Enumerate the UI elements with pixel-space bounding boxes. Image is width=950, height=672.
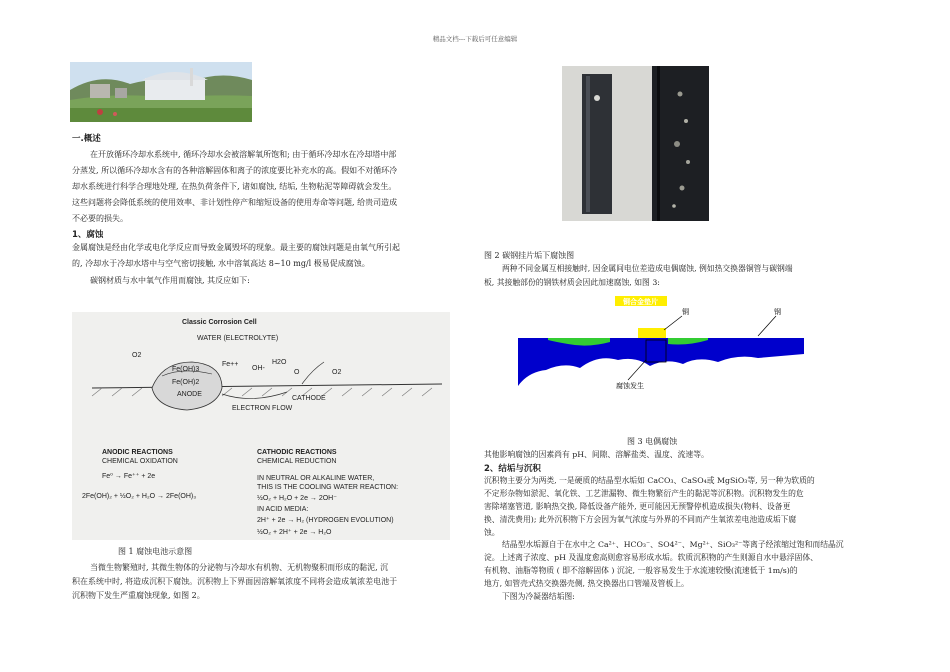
fig1-water: WATER (ELECTROLYTE)	[197, 335, 279, 342]
fig1-cathodic-l1: IN NEUTRAL OR ALKALINE WATER,	[257, 475, 375, 482]
header-note: 精品文档---下载后可任意编辑	[432, 35, 518, 43]
corrosion-line-2: 的, 冷却水于冷却水塔中与空气密切接触, 水中溶氧高达 8~10 mg/l 极易促成腐蚀。	[72, 259, 370, 268]
corrosion-reaction-intro: 碳钢材质与水中氧气作用而腐蚀, 其反应如下:	[90, 276, 250, 285]
section-scaling-title: 2、结垢与沉积	[484, 464, 541, 474]
fig1-cathodic-eq2: 2H⁺ + 2e → H₂ (HYDROGEN EVOLUTION)	[257, 517, 394, 524]
fig1-anodic-eq1: Fe⁰ → Fe⁺⁺ + 2e	[102, 473, 156, 480]
fig1-caption: 图 1 腐蚀电池示意图	[118, 547, 193, 556]
scaling2-line-2: 淀。上述离子浓度、pH 及温度愈高则愈容易形成水垢。软质沉积物的产生则源自水中悬浮固体、	[484, 553, 818, 562]
galvanic-line-2: 板, 其接触部份的钢铁材质会因此加速腐蚀, 如图 3:	[484, 278, 660, 287]
fig1-anodic-eq2: 2Fe(OH)₂ + ½O₂ + H₂O → 2Fe(OH)₃	[82, 493, 197, 500]
scaling-line-5: 蚀。	[484, 528, 500, 537]
fig1-cathodic-l2: THIS IS THE COOLING WATER REACTION:	[257, 484, 399, 491]
fig1-label-feoh2: Fe(OH)2	[172, 379, 200, 386]
fig3-label-corrosion: 腐蚀发生	[616, 382, 644, 390]
fig1-cathodic-sub: CHEMICAL REDUCTION	[257, 458, 337, 465]
condenser-intro: 下图为冷凝器结垢图:	[502, 592, 575, 601]
fig1-label-cathode: CATHODE	[292, 395, 326, 402]
fig1-label-anode: ANODE	[177, 391, 202, 398]
fig3-label-steel: 钢	[774, 308, 781, 316]
scaling-line-1: 沉积物主要分为两类, 一是硬质的结晶型水垢如 CaCO₃、CaSO₄或 MgSiO₃等, 另一种为软质的	[484, 476, 815, 485]
corrosion-cell-figure	[72, 312, 450, 540]
scaling-line-4: 换、清洗费用); 此外沉积物下方会因为氧气浓度与外界的不同而产生氧浓差电池造成垢下腐	[484, 515, 797, 524]
fig1-label-h2o: H2O	[272, 359, 287, 366]
fig1-cathodic-l3: IN ACID MEDIA:	[257, 506, 309, 513]
fig1-cathodic-title: CATHODIC REACTIONS	[257, 449, 337, 456]
fig3-caption: 图 3 电偶腐蚀	[627, 437, 678, 446]
fig2-caption: 图 2 碳钢挂片垢下腐蚀图	[484, 251, 575, 260]
galvanic-corrosion-figure	[518, 296, 804, 396]
section-corrosion-title: 1、腐蚀	[72, 230, 104, 240]
overview-line-2: 分蒸发, 所以循环冷却水含有的各种溶解固体和离子的浓度要比补充水的高。假如不对循环冷	[72, 166, 398, 175]
after-fig1-line-3: 沉积物下发生严重腐蚀现象, 如图 2。	[72, 591, 205, 600]
scaling2-line-3: 有机物、油脂等物质 ( 即不溶解固体 ) 沉淀, 一般容易发生于水流速较慢(流速低于 1m/s)的	[484, 566, 798, 575]
after-fig1-line-1: 当微生物繁殖时, 其微生物体的分泌物与冷却水有机物、无机物聚积而形成的黏泥, 沉	[90, 563, 389, 572]
scaling2-line-4: 地方, 如管壳式热交换器壳侧, 热交换器出口管端及管板上。	[484, 579, 689, 588]
scaling2-line-1: 结晶型水垢源自于在水中之 Ca²⁺、HCO₃⁻、SO4²⁻、Mg²⁺、SiO₃²⁻等离子经浓缩过饱和而结晶沉	[502, 540, 844, 549]
fig1-label-o2a: O2	[132, 352, 142, 359]
overview-line-3: 却水系统进行科学合理地处理, 在热负荷条件下, 诸如腐蚀, 结垢, 生物粘泥等障碍就会发生。	[72, 182, 397, 191]
fig1-anodic-title: ANODIC REACTIONS	[102, 449, 173, 456]
fig1-label-o: O	[294, 369, 300, 376]
scaling-line-2: 不定形杂物如淤泥、氧化铁、工艺泄漏物、微生物繁衍产生的黏泥等沉积物。沉积物发生的危	[484, 489, 804, 498]
fig1-title: Classic Corrosion Cell	[182, 319, 257, 326]
fig1-label-o2b: O2	[332, 369, 342, 376]
overview-line-1: 在开放循环冷却水系统中, 循环冷却水会被溶解氧所饱和; 由于循环冷却水在冷却塔中部	[90, 150, 397, 159]
fig1-label-electron: ELECTRON FLOW	[232, 405, 293, 412]
fig1-anodic-sub: CHEMICAL OXIDATION	[102, 458, 178, 465]
fig1-label-fe: Fe++	[222, 361, 239, 368]
overview-line-4: 这些问题将会降低系统的使用效率、非计划性停产和缩短设备的使用寿命等问题, 给贵司造成	[72, 198, 398, 207]
fig1-cathodic-eq3: ½O₂ + 2H⁺ + 2e → H₂O	[257, 529, 332, 536]
fig1-label-oh: OH-	[252, 365, 265, 372]
section-overview-title: 一.概述	[72, 134, 101, 144]
corrosion-line-1: 金属腐蚀是经由化学或电化学反应而导致金属毁坏的现象。最主要的腐蚀问题是由氧气所引起	[72, 243, 400, 252]
fig3-label-copper: 铜	[682, 308, 689, 316]
fig1-label-feoh3: Fe(OH)3	[172, 366, 200, 373]
fig1-cathodic-eq1: ½O₂ + H₂O + 2e → 2OH⁻	[257, 495, 337, 502]
scaling-line-3: 害除堵塞管道, 影响热交换, 降低设备产能外, 更可能因无预警停机造成损失(物料、设备更	[484, 502, 791, 511]
plant-photo	[70, 62, 252, 122]
galvanic-line-1: 两种不同金属互相接触时, 因金属间电位差造成电偶腐蚀, 例如热交换器铜管与碳钢端	[502, 264, 793, 273]
after-fig1-line-2: 积在系统中时, 将造成沉积下腐蚀。沉积物上下界面因溶解氧浓度不同将会造成氧浓差电池于	[72, 577, 398, 586]
other-factors-line: 其他影响腐蚀的因素尚有 pH、间隙、溶解盐类、温度、流速等。	[484, 450, 709, 459]
corroded-coupon-photo	[562, 66, 709, 221]
overview-line-5: 不必要的损失。	[72, 214, 128, 223]
fig3-label-top: 铜合金垫片	[623, 298, 658, 306]
